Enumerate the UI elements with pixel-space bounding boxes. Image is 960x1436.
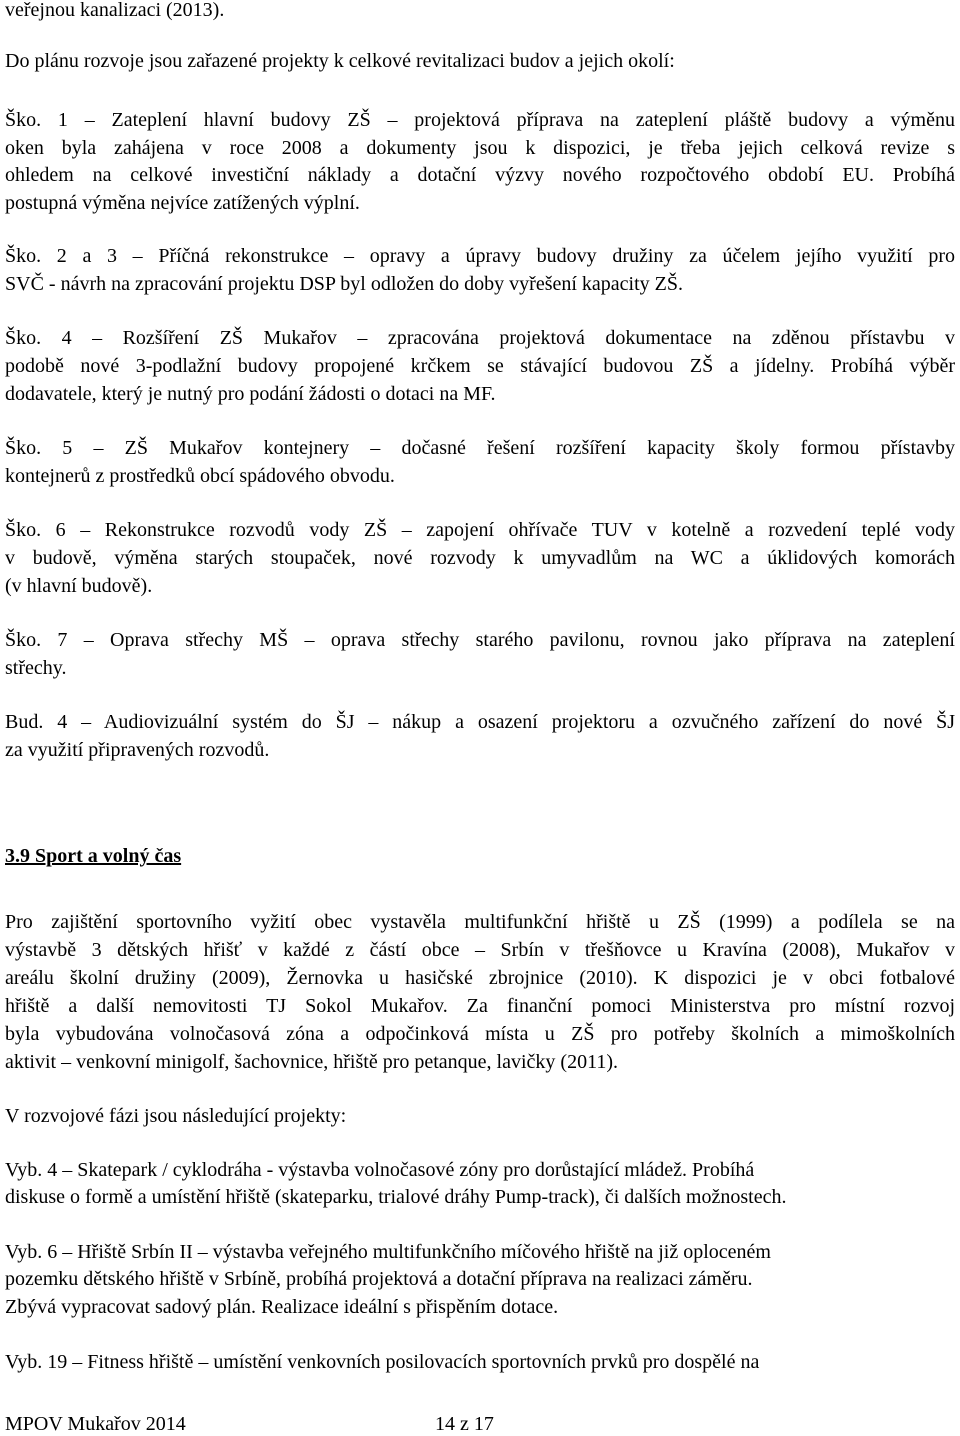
text-line: Ško. 2 a 3 – Příčná rekonstrukce – opravy a úpravy budovy družiny za účelem jejího využití pro bbox=[5, 245, 955, 267]
text-line: Ško. 5 – ZŠ Mukařov kontejnery – dočasné řešení rozšíření kapacity školy formou přístavby bbox=[5, 437, 955, 459]
text-line: Pro zajištění sportovního vyžití obec vystavěla multifunkční hřiště u ZŠ (1999) a podílela se na bbox=[5, 911, 955, 933]
text-line: podobě nové 3-podlažní budovy propojené krčkem se stávající budovou ZŠ a jídelny. Probíhá výběr bbox=[5, 355, 955, 377]
text-line: výstavbě 3 dětských hřišť v každé z částí obce – Srbín v třešňovce u Kravína (2008), Mukařov v bbox=[5, 939, 955, 961]
text-line: Bud. 4 – Audiovizuální systém do ŠJ – nákup a osazení projektoru a ozvučného zařízení do nové ŠJ bbox=[5, 711, 955, 733]
text-line: Ško. 1 – Zateplení hlavní budovy ZŠ – projektová příprava na zateplení pláště budovy a výměnu bbox=[5, 109, 955, 131]
text-line: Ško. 4 – Rozšíření ZŠ Mukařov – zpracována projektová dokumentace na zděnou přístavbu v bbox=[5, 327, 955, 349]
text-line: dodavatele, který je nutný pro podání žádosti o dotaci na MF. bbox=[5, 383, 496, 405]
text-line: diskuse o formě a umístění hřiště (skateparku, trialové dráhy Pump-track), či dalších možnostech. bbox=[5, 1186, 787, 1208]
text-line: kontejnerů z prostředků obcí spádového obvodu. bbox=[5, 465, 395, 487]
text-line: střechy. bbox=[5, 657, 67, 679]
text-line: postupná výměna nejvíce zatížených výplní. bbox=[5, 192, 360, 214]
text-line: byla vybudována volnočasová zóna a odpočinková místa u ZŠ pro potřeby školních a mimoškolních bbox=[5, 1023, 955, 1045]
text-line: Ško. 7 – Oprava střechy MŠ – oprava střechy starého pavilonu, rovnou jako příprava na zateplení bbox=[5, 629, 955, 651]
text-line: za využití připravených rozvodů. bbox=[5, 739, 270, 761]
text-line: Vyb. 4 – Skatepark / cyklodráha - výstavba volnočasové zóny pro dorůstající mládež. Probíhá bbox=[5, 1159, 755, 1181]
text-line: Vyb. 6 – Hřiště Srbín II – výstavba veřejného multifunkčního míčového hřiště na již oploceném bbox=[5, 1241, 771, 1263]
text-line: SVČ - návrh na zpracování projektu DSP byl odložen do doby vyřešení kapacity ZŠ. bbox=[5, 273, 684, 295]
text-line: Do plánu rozvoje jsou zařazené projekty k celkové revitalizaci budov a jejich okolí: bbox=[5, 50, 675, 72]
text-line: Zbývá vypracovat sadový plán. Realizace ideální s přispěním dotace. bbox=[5, 1296, 559, 1318]
footer-page-number: 14 z 17 bbox=[435, 1413, 494, 1435]
text-line: ohledem na celkové investiční náklady a dotační výzvy nového rozpočtového období EU. Probíhá bbox=[5, 164, 955, 186]
text-line: (v hlavní budově). bbox=[5, 575, 153, 597]
text-line: Ško. 6 – Rekonstrukce rozvodů vody ZŠ – zapojení ohřívače TUV v kotelně a rozvedení teplé vody bbox=[5, 519, 955, 541]
text-line: hřiště a další nemovitosti TJ Sokol Mukařov. Za finanční pomoci Ministerstva pro místní rozvoj bbox=[5, 995, 955, 1017]
text-line: veřejnou kanalizaci (2013). bbox=[5, 0, 225, 21]
text-line: pozemku dětského hřiště v Srbíně, probíhá projektová a dotační příprava na realizaci záměru. bbox=[5, 1268, 753, 1290]
footer-document-title: MPOV Mukařov 2014 bbox=[5, 1413, 186, 1435]
section-heading: 3.9 Sport a volný čas bbox=[5, 845, 182, 867]
text-line: aktivit – venkovní minigolf, šachovnice, hřiště pro petanque, lavičky (2011). bbox=[5, 1051, 618, 1073]
text-line: oken byla zahájena v roce 2008 a dokumenty jsou k dispozici, je třeba jejich celková revize s bbox=[5, 137, 955, 159]
text-line: V rozvojové fázi jsou následující projekty: bbox=[5, 1105, 347, 1127]
text-line: areálu školní družiny (2009), Žernovka u hasičské zbrojnice (2010). K dispozici je v obci fotbalové bbox=[5, 967, 955, 989]
text-line: Vyb. 19 – Fitness hřiště – umístění venkovních posilovacích sportovních prvků pro dospělé na bbox=[5, 1351, 760, 1373]
text-line: v budově, výměna starých stoupaček, nové rozvody k umyvadlům na WC a úklidových komorách bbox=[5, 547, 955, 569]
